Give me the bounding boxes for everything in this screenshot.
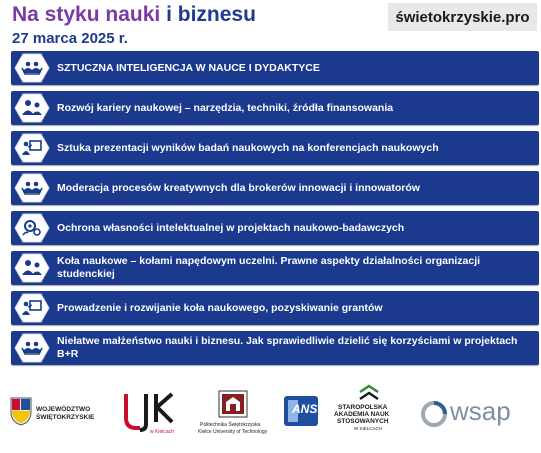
- logo2-sub: w Kielcach: [150, 429, 174, 435]
- presentation-icon: [14, 293, 50, 323]
- logo-staropolska[interactable]: [328, 384, 410, 448]
- topic-item[interactable]: [11, 91, 539, 125]
- topic-label: Moderacja procesów kreatywnych dla brokerów innowacji i innowatorów: [57, 181, 420, 194]
- topic-item[interactable]: [11, 51, 539, 85]
- topic-item[interactable]: [11, 291, 539, 325]
- logo1-line2: ŚWIĘTOKRZYSKIE: [36, 414, 95, 421]
- logo3-line1: Politechnika Świętokrzyska: [200, 422, 261, 428]
- topic-label: Niełatwe małżeństwo nauki i biznesu. Jak sprawiedliwie dzielić się korzyściami w projektach B+R: [57, 335, 518, 360]
- logo-ans[interactable]: [282, 394, 322, 430]
- logo6-text: wsap: [450, 396, 511, 426]
- topic-label: Prowadzenie i rozwijanie koła naukowego, pozyskiwanie grantów: [57, 301, 383, 314]
- logo1-line1: WOJEWÓDZTWO: [36, 406, 91, 413]
- topic-label: Koła naukowe – kołami napędowym uczelni. Prawne aspekty działalności organizacji studenckiej: [57, 255, 481, 280]
- chevrons-icon: [358, 384, 380, 402]
- logo5-line3: STOSOWANYCH: [337, 418, 389, 425]
- logo4-text: ANS: [292, 402, 318, 416]
- topic-item[interactable]: [11, 251, 539, 285]
- team-icon: [14, 93, 50, 123]
- logo3-line2: Kielce University of Technology: [198, 429, 268, 435]
- brand-badge[interactable]: świetokrzyskie.pro: [388, 3, 537, 31]
- logo5-line2: AKADEMIA NAUK: [334, 411, 390, 418]
- logo-ujk[interactable]: [120, 390, 182, 440]
- hands-people-icon: [14, 53, 50, 83]
- logo5-line4: W KIELCACH: [354, 426, 383, 431]
- page-title: [12, 3, 256, 27]
- gear-head-icon: [14, 213, 50, 243]
- topic-label: Rozwój kariery naukowej – narzędzia, techniki, źródła finansowania: [57, 101, 394, 114]
- partner-logos: [0, 380, 541, 453]
- coat-of-arms-icon: [10, 396, 32, 426]
- team-icon: [14, 253, 50, 283]
- logo-wsap[interactable]: [420, 396, 532, 432]
- presentation-icon: [14, 133, 50, 163]
- topic-item[interactable]: [11, 171, 539, 205]
- topic-item[interactable]: [11, 131, 539, 165]
- event-date: 27 marca 2025 r.: [12, 30, 128, 47]
- ujk-logo-icon: [120, 390, 180, 432]
- topics-list: [0, 51, 541, 371]
- logo5-line1: STAROPOLSKA: [338, 404, 388, 411]
- topic-item[interactable]: [11, 331, 539, 365]
- topic-label: Sztuka prezentacji wyników badań naukowych na konferencjach naukowych: [57, 141, 439, 154]
- logo-wojewodztwo[interactable]: [10, 394, 110, 434]
- hands-people-icon: [14, 333, 50, 363]
- topic-label: Ochrona własności intelektualnej w projektach naukowo-badawczych: [57, 221, 405, 234]
- politechnika-emblem-icon: [218, 390, 248, 418]
- logo-politechnika[interactable]: [198, 390, 270, 446]
- wsap-swirl-icon: [420, 400, 448, 428]
- hands-people-icon: [14, 173, 50, 203]
- title-part2: i biznesu: [166, 3, 256, 26]
- topic-label: SZTUCZNA INTELIGENCJA W NAUCE I DYDAKTYCE: [57, 61, 320, 74]
- header: [0, 0, 541, 50]
- title-part1: Na styku nauki: [12, 3, 161, 26]
- topic-item[interactable]: [11, 211, 539, 245]
